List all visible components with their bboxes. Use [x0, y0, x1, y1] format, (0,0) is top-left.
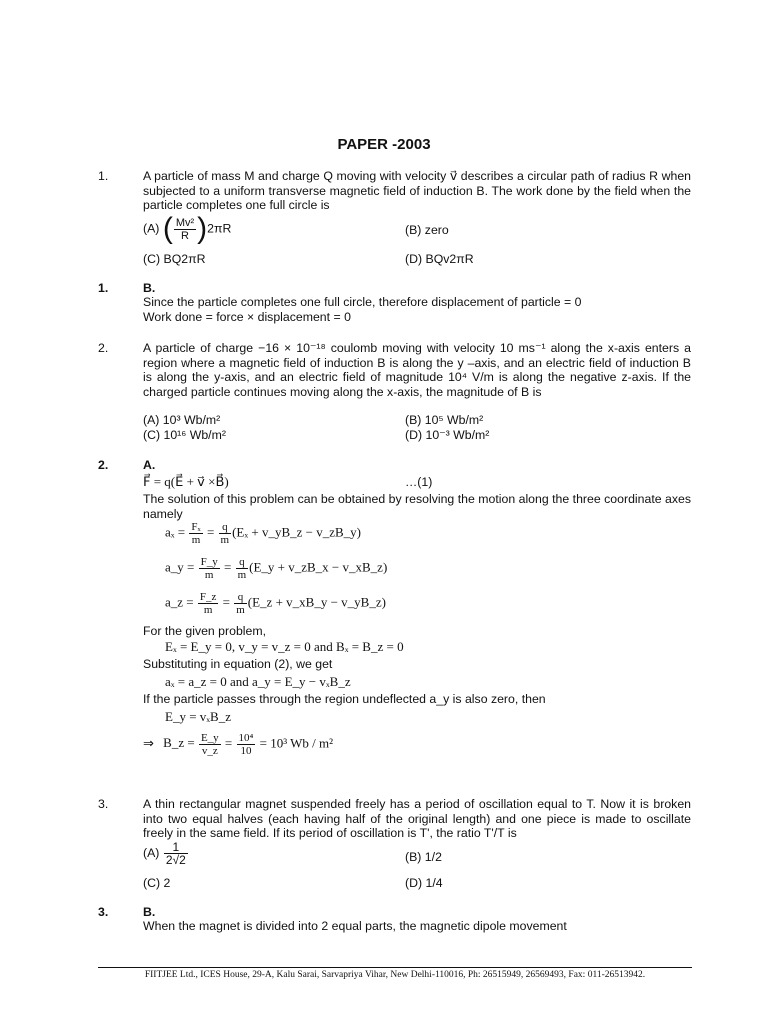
option-a: (A) 10³ Wb/m² — [143, 413, 221, 427]
option-label: (A) — [143, 845, 160, 860]
ey-equation: E_y = vₓB_z — [165, 709, 231, 724]
eq-lhs: a_y = — [165, 559, 195, 575]
answer-key: A. — [143, 458, 156, 472]
question-number: 2. — [98, 341, 109, 355]
option-c: (C) 10¹⁶ Wb/m² — [143, 428, 226, 442]
option-c: (C) 2 — [143, 876, 171, 890]
fraction-numerator: Mv² — [175, 216, 195, 229]
eq-rhs: (E_z + v_xB_y − v_yB_z) — [247, 594, 386, 610]
fraction-denominator: v_z — [201, 745, 218, 757]
answer-line: Substituting in equation (2), we get — [143, 657, 333, 671]
option-b: (B) zero — [405, 223, 449, 237]
answer-key: B. — [143, 905, 156, 919]
bz-equation — [143, 732, 333, 757]
equals: = — [206, 524, 215, 540]
equals: = — [223, 559, 232, 575]
footer-divider — [98, 967, 692, 968]
fraction-denominator: m — [204, 569, 214, 581]
fraction-numerator: F_z — [199, 591, 217, 603]
fraction-denominator: m — [191, 534, 201, 546]
option-d: (D) 10⁻³ Wb/m² — [405, 428, 490, 442]
footer-address: FIITJEE Ltd., ICES House, 29-A, Kalu Sarai, Sarvapriya Vihar, New Delhi-110016, Ph: 26515949, 26569493, Fax: 011-26513942. — [144, 970, 646, 980]
question-text: A thin rectangular magnet suspended freely has a period of oscillation equal to T. Now it is broken into two equal halves (each having half of the original length) and one piece is made to oscillate freely in the same field. If its period of oscillation is T', the ratio T'/T is — [143, 797, 691, 840]
eq-lhs: aₓ = — [165, 524, 186, 540]
option-a: (A) ( $\frac{\text{Mv²}}{R}$ )2πR — [143, 212, 232, 245]
force-equation: F⃗ = q(E⃗ + v⃗ ×B⃗) — [143, 474, 229, 489]
answer-key: B. — [143, 281, 156, 295]
question-number: 3. — [98, 797, 109, 811]
ax-equation — [165, 521, 361, 546]
option-d: (D) BQv2πR — [405, 252, 474, 266]
fraction-numerator: q — [219, 521, 232, 534]
answer-line: If the particle passes through the region undeflected a_y is also zero, then — [143, 692, 546, 706]
given-equation: Eₓ = E_y = 0, v_y = v_z = 0 and Bₓ = B_z = 0 — [165, 639, 404, 654]
fraction-numerator: 1 — [164, 841, 188, 854]
fraction-denominator: m — [203, 604, 213, 616]
ay-equation — [165, 556, 387, 581]
fraction-numerator: Fₓ — [191, 521, 201, 533]
question-text: A particle of charge −16 × 10⁻¹⁸ coulomb moving with velocity 10 ms⁻¹ along the x-axis enters a region where a magnetic field of induction B is along the y –axis, and an electric field of induction B is along the y-axis, and an electric field of magnitude 10⁴ V/m is along the negative z-axis. If the charged particle continues moving along the x-axis, the magnitude of B is — [143, 341, 691, 399]
answer-number: 1. — [98, 281, 109, 295]
eq-rhs: = 10³ Wb / m² — [259, 735, 333, 751]
fraction-denominator: 10 — [240, 745, 252, 757]
answer-number: 2. — [98, 458, 109, 472]
az-equation — [165, 591, 386, 616]
fraction-numerator: q — [234, 591, 247, 604]
fraction-denominator: m — [220, 534, 230, 546]
question-text: A particle of mass M and charge Q moving with velocity v⃗ describes a circular path of radius R when subjected to a uniform transverse magnetic field of induction B. The work done by the field when the particle completes one full circle is — [143, 169, 691, 212]
eq-rhs: (E_y + v_zB_x − v_xB_z) — [249, 559, 388, 575]
answer-line: When the magnet is divided into 2 equal parts, the magnetic dipole movement — [143, 919, 567, 933]
answer-text: The solution of this problem can be obtained by resolving the motion along the three coordinate axes namely — [143, 492, 691, 521]
subst-equation: aₓ = a_z = 0 and a_y = E_y − vₓB_z — [165, 674, 351, 689]
fraction-numerator: q — [236, 556, 249, 569]
fraction-denominator: m — [236, 604, 245, 616]
option-c: (C) BQ2πR — [143, 252, 206, 266]
eq-lhs: a_z = — [165, 594, 194, 610]
answer-line: Work done = force × displacement = 0 — [143, 310, 351, 324]
implies-symbol: ⇒ — [143, 735, 154, 751]
question-number: 1. — [98, 169, 109, 183]
eq-lhs: B_z = — [163, 735, 195, 751]
fraction-numerator: F_y — [200, 556, 218, 568]
equation-ref: …(1) — [405, 475, 433, 489]
answer-number: 3. — [98, 905, 109, 919]
option-tail: 2πR — [207, 221, 232, 236]
option-b: (B) 10⁵ Wb/m² — [405, 413, 484, 427]
equals: = — [222, 594, 230, 610]
answer-line: Since the particle completes one full circle, therefore displacement of particle = 0 — [143, 295, 582, 309]
fraction-denominator: m — [237, 569, 247, 581]
fraction-numerator: 10⁴ — [238, 732, 254, 744]
fraction-denominator: 2√2 — [165, 853, 186, 867]
option-b: (B) 1/2 — [405, 850, 442, 864]
answer-line: For the given problem, — [143, 624, 267, 638]
option-a — [143, 841, 189, 866]
fraction-numerator: E_y — [200, 732, 219, 744]
eq-rhs: (Eₓ + v_yB_z − v_zB_y) — [232, 524, 362, 540]
option-d: (D) 1/4 — [405, 876, 443, 890]
page-title: PAPER -2003 — [337, 136, 431, 153]
fraction-denominator: R — [181, 229, 189, 242]
option-label: (A) — [143, 221, 160, 236]
equals: = — [224, 735, 233, 751]
